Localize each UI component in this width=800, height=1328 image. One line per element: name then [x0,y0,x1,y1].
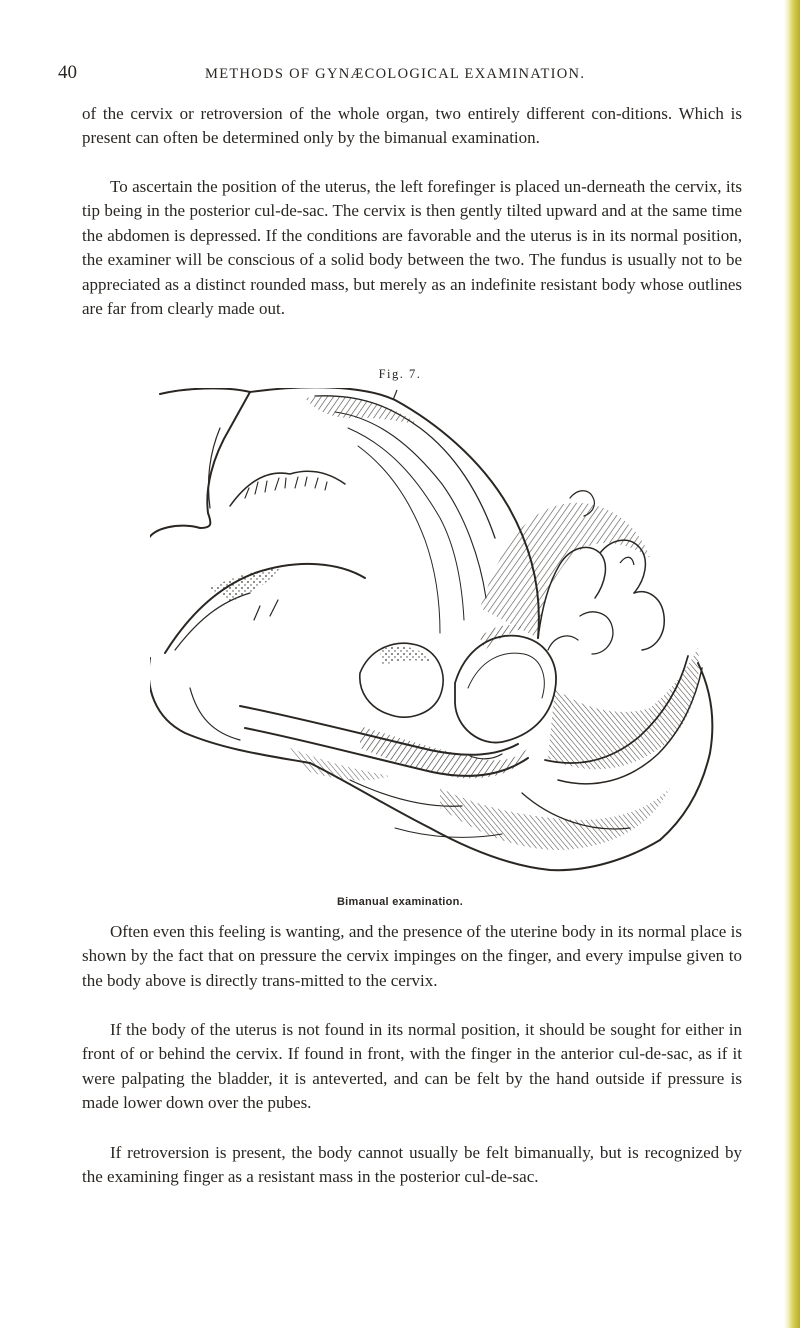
paragraph-retroversion: If retroversion is present, the body cannot usually be felt bimanually, but is recognized by the examining finger as a resistant mass in the posterior cul-de-sac. [82,1143,742,1187]
figure-illustration [150,388,715,888]
paragraph-feeling-wanting: Often even this feeling is wanting, and the presence of the uterine body in its normal place is shown by the fact that on pressure the cervix impinges on the finger, and every impulse given to the body above is directly trans-mitted to the cervix. [82,922,742,990]
paragraph-anteverted: If the body of the uterus is not found in its normal position, it should be sought for either in front of or behind the cervix. If found in front, with the finger in the anterior cul-de-sac, as if it were palpating the bladder, it is anteverted, and can be felt by the hand outside if pressure is made lower down over the pubes. [82,1020,742,1113]
figure-label: Fig. 7. [378,367,422,381]
figure-caption: Bimanual examination. [336,896,464,908]
paragraph-continuation: of the cervix or retroversion of the whole organ, two entirely different con-ditions. Which is present can often be determined only by the bimanual examination. [82,104,742,148]
paragraph-uterus-position: To ascertain the position of the uterus, the left forefinger is placed un-derneath the cervix, its tip being in the posterior cul-de-sac. The cervix is then gently tilted upward and at the same time the abdomen is depressed. If the conditions are favorable and the uterus is in its normal position, the examiner will be conscious of a solid body between the two. The fundus is usually not to be appreciated as a distinct rounded mass, but merely as an indefinite resistant body whose outlines are far from clearly made out. [82,177,742,319]
page-number: 40 [58,62,77,83]
page-edge [784,0,800,1328]
page-header [0,60,800,90]
bimanual-examination-illustration [150,388,715,888]
running-title: METHODS OF GYNÆCOLOGICAL EXAMINATION. [205,66,586,82]
